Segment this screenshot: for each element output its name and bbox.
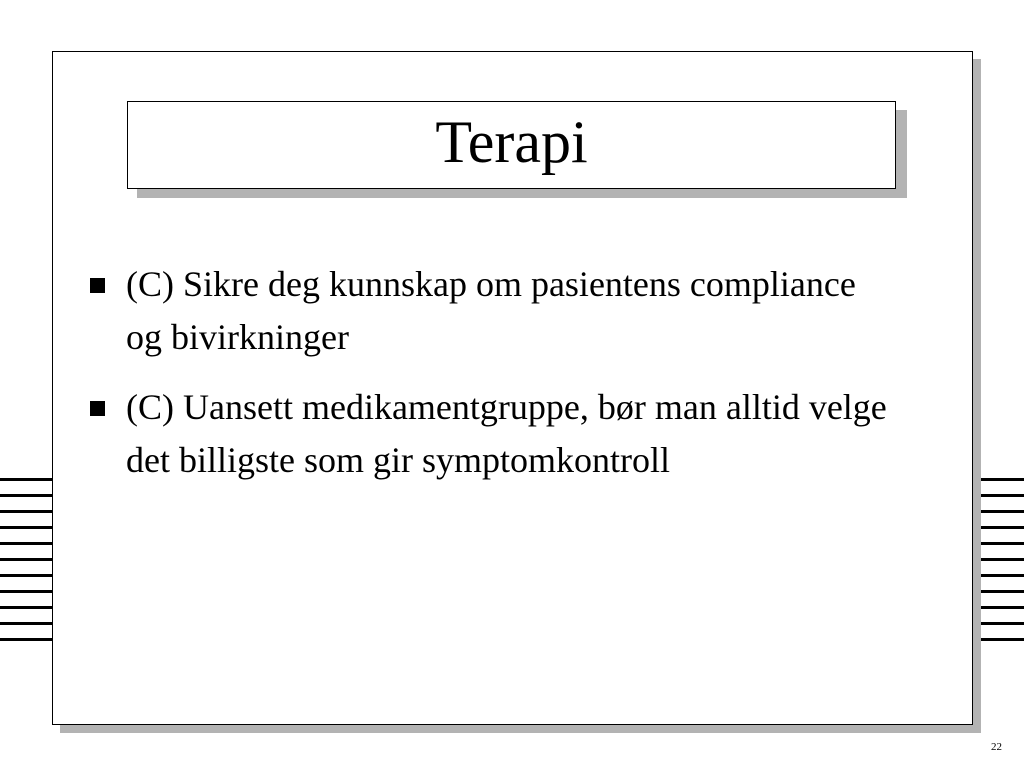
bullet-text: (C) Sikre deg kunnskap om pasientens compliance og bivirkninger [126, 264, 856, 357]
bullet-list [90, 258, 890, 504]
left-stripes-decoration [0, 478, 58, 654]
bullet-item [90, 381, 890, 487]
slide-title: Terapi [435, 109, 588, 175]
bullet-text: (C) Uansett medikamentgruppe, bør man alltid velge det billigste som gir symptomkontroll [126, 387, 887, 480]
title-box [127, 101, 896, 189]
bullet-item [90, 258, 890, 364]
square-bullet-icon [90, 401, 105, 416]
page-number: 22 [991, 741, 1002, 753]
square-bullet-icon [90, 278, 105, 293]
